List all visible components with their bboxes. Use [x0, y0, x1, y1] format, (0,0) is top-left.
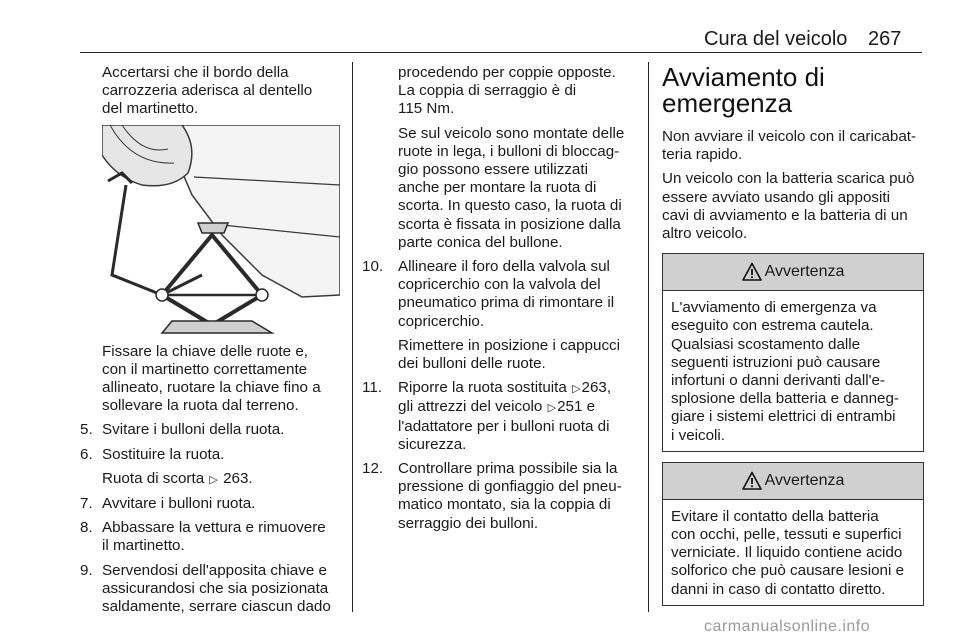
step-5: 5. Svitare i bulloni della ruota.	[80, 421, 285, 439]
section-title: Cura del veicolo	[704, 28, 848, 50]
page-number: 267	[868, 28, 902, 50]
step-9: 9. Servendosi dell'apposita chiave e assicurandosi che sia posizionata saldamente, serrare ciascun dado	[80, 561, 331, 616]
cross-reference-icon: ▷	[572, 382, 581, 396]
step-12: 12. Controllare prima possibile sia la pressione di gonfiaggio del pneu- matico montato, sia la coppia di serraggio dei bulloni.	[362, 460, 622, 532]
step-8: 8. Abbassare la vettura e rimuovere il martinetto.	[80, 519, 326, 555]
scissor-jack-illustration	[102, 125, 340, 335]
warning-triangle-icon	[742, 471, 762, 491]
step-6: 6. Sostituire la ruota.	[80, 445, 225, 463]
warning-triangle-icon	[742, 262, 762, 282]
header-rule	[80, 52, 922, 53]
watermark: carmanualsonline.info	[704, 618, 871, 635]
intro-paragraph: Accertarsi che il bordo della carrozzeria aderisca al dentello del martinetto.	[102, 64, 313, 118]
alloy-wheel-note: Se sul veicolo sono montate delle ruote in lega, i bulloni di bloccag- gio possono essere utilizzati anche per montare la ruota di scorta. In questo caso, la ruota di scorta è fissata in posizione dalla parte conica del bullone.	[398, 124, 625, 251]
cross-reference-icon: ▷	[547, 401, 557, 415]
warning-title: Avvertenza	[764, 471, 845, 489]
warning-body: L'avviamento di emergenza va eseguito con estrema cautela. Qualsiasi scostamento dalle seguenti istruzioni può causare infortuni o danni derivanti dall'e- splosione della batteria e danneg- giare i sistemi elettrici di entrambi i veicoli.	[671, 299, 899, 444]
column-middle	[362, 64, 634, 539]
paragraph-fast-charger: Non avviare il veicolo con il caricabat- teria rapido.	[662, 128, 917, 164]
step-9-continued: procedendo per coppie opposte. La coppia di serraggio è di 115 Nm.	[398, 64, 616, 118]
warning-box	[662, 253, 924, 452]
step-10-note: Rimettere in posizione i cappucci dei bulloni delle ruote.	[398, 336, 621, 373]
cross-reference-icon: ▷	[209, 472, 218, 486]
step-10: 10. Allineare il foro della valvola sul copricerchio con la valvola del pneumatico prima di rimontare il copricerchio.	[362, 258, 615, 330]
figure-caption: Fissare la chiave delle ruote e, con il martinetto correttamente allineato, ruotare la chiave fino a sollevare la ruota dal terreno.	[102, 342, 321, 415]
column-left	[80, 64, 342, 622]
warning-body: Evitare il contatto della batteria con occhi, pelle, tessuti e superfici verniciate. Il liquido contiene acido solforico che può causare lesioni e danni in caso di contatto diretto.	[671, 507, 905, 598]
column-divider	[648, 62, 649, 612]
warning-header	[663, 254, 923, 291]
section-heading: Avviamento di emergenza	[662, 62, 825, 118]
paragraph-jump-start: Un veicolo con la batteria scarica può essere avviato usando gli appositi cavi di avviamento e la batteria di un altro veicolo.	[662, 170, 915, 243]
step-6-reference: Ruota di scorta ▷ 263.	[102, 469, 253, 487]
column-right	[662, 64, 924, 616]
warning-header	[663, 463, 923, 500]
warning-title: Avvertenza	[764, 263, 845, 281]
step-11: 11. Riporre la ruota sostituita ▷263, gli attrezzi del veicolo ▷251 e l'adattatore per i bulloni ruota di sicurezza.	[362, 379, 612, 453]
page-header	[0, 26, 960, 54]
step-7: 7. Avvitare i bulloni ruota.	[80, 495, 256, 513]
warning-box	[662, 462, 924, 606]
column-divider	[352, 62, 353, 612]
